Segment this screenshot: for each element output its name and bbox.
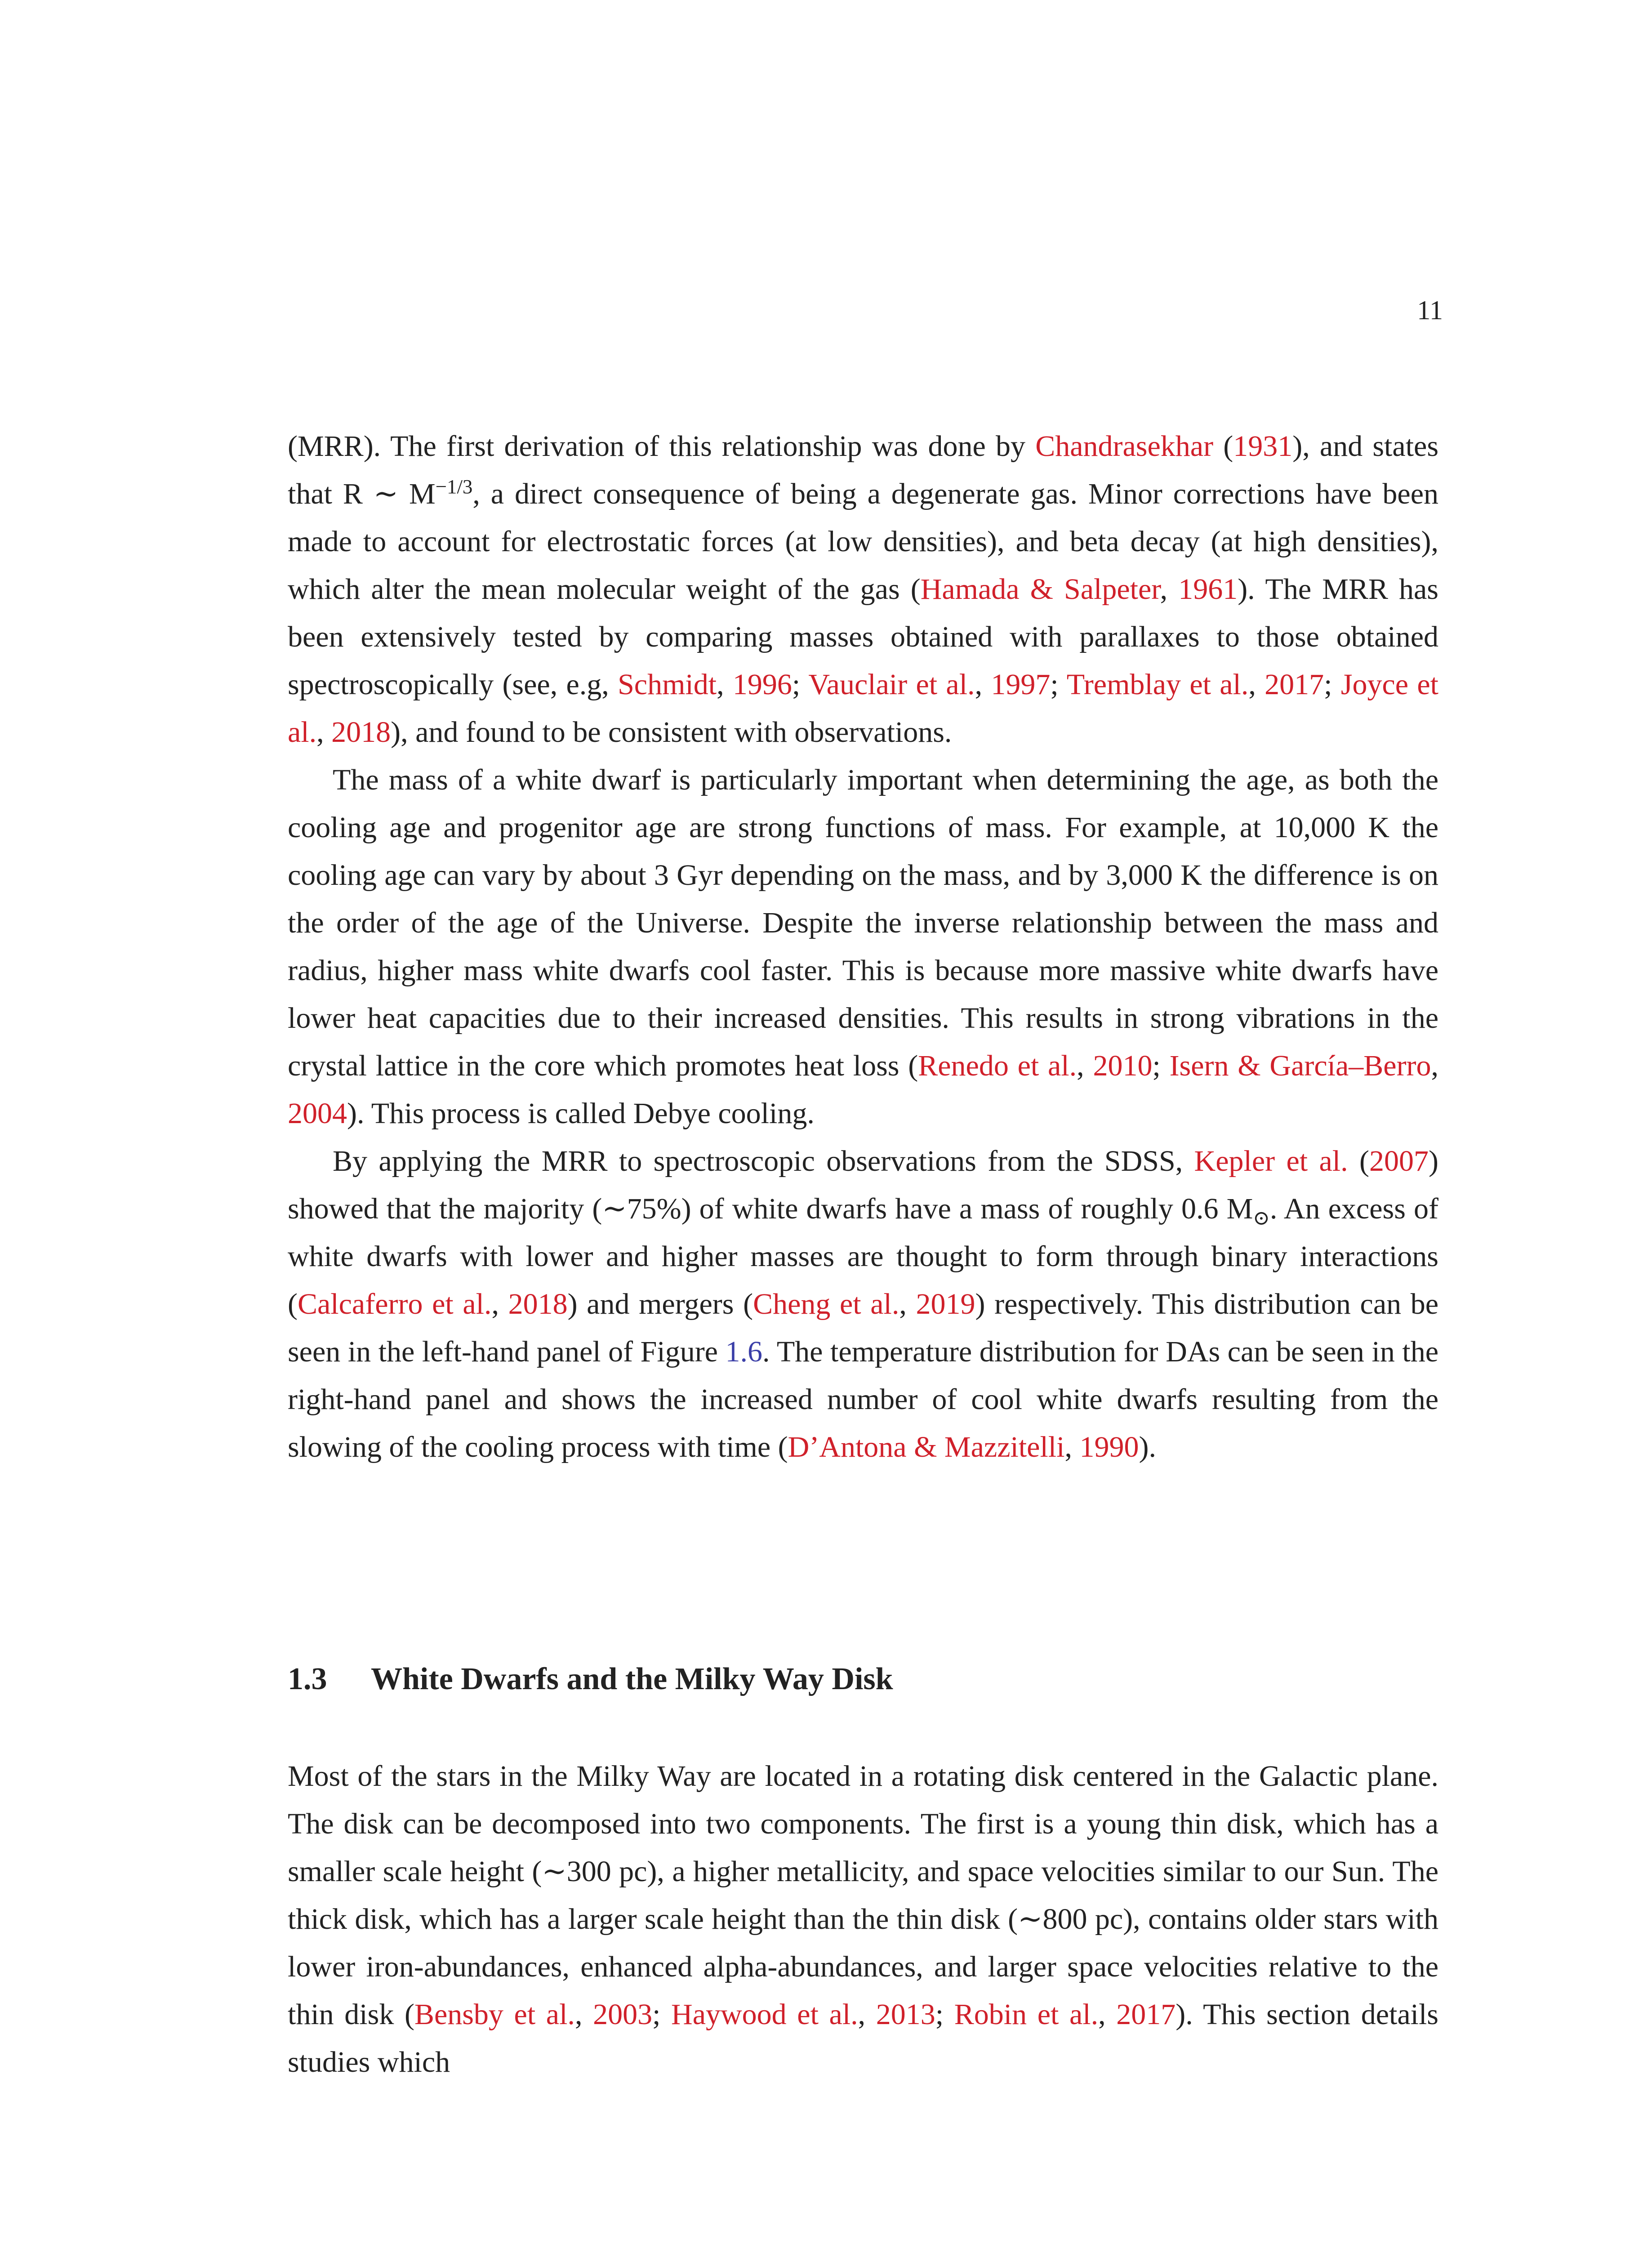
section-text-block [288,1753,1438,2086]
citation-link[interactable]: 1997 [991,668,1051,701]
text-run: ). The MRR has been extensively tested by comparing masses obtained with parallaxes to those obtained spectroscopically (see, e.g, [288,573,1438,701]
citation-link[interactable]: 2018 [508,1288,568,1320]
text-run: ( [1348,1145,1370,1178]
citation-link[interactable]: Hamada & Salpeter [920,573,1160,606]
citation-link[interactable]: Haywood et al. [671,1998,858,2031]
text-run: , [1248,668,1265,701]
text-run: . An excess of white dwarfs with lower and higher masses are thought to form through binary interactions ( [288,1192,1438,1320]
text-run: ; [935,1998,954,2031]
paragraph [288,1137,1438,1471]
paragraph [288,756,1438,1137]
text-run: , [574,1998,593,2031]
citation-link[interactable]: 2019 [916,1288,975,1320]
citation-link[interactable]: 2007 [1369,1145,1429,1178]
citation-link[interactable]: Isern & García–Berro [1169,1049,1431,1082]
figure-reference-link[interactable]: 1.6 [725,1335,763,1368]
text-run: , [717,668,733,701]
citation-link[interactable]: Calcaferro et al. [297,1288,492,1320]
text-run: ( [1213,430,1233,463]
section-number: 1.3 [288,1662,327,1696]
text-run: ) showed that the majority (∼75%) of white dwarfs have a mass of roughly 0.6 M [288,1145,1439,1225]
text-run: ; [652,1998,672,2031]
citation-link[interactable]: 2018 [331,716,391,749]
citation-link[interactable]: 2004 [288,1097,347,1130]
text-run: , [975,668,991,701]
citation-link[interactable]: 1996 [732,668,792,701]
citation-link[interactable]: D’Antona & Mazzitelli [788,1431,1065,1463]
text-run: ; [1152,1049,1170,1082]
paragraph [288,1753,1438,2086]
section-title: White Dwarfs and the Milky Way Disk [371,1662,893,1696]
citation-link[interactable]: Chandrasekhar [1035,430,1214,463]
text-run: , [1160,573,1179,606]
text-run: ). This process is called Debye cooling. [347,1097,815,1130]
citation-link[interactable]: 1961 [1178,573,1238,606]
citation-link[interactable]: Renedo et al. [918,1049,1077,1082]
paragraph [288,423,1438,756]
text-run: By applying the MRR to spectroscopic observations from the SDSS, [333,1145,1194,1178]
page-number: 11 [1417,295,1443,325]
text-run: ; [1050,668,1067,701]
text-run: ) and mergers ( [567,1288,753,1320]
citation-link[interactable]: Kepler et al. [1194,1145,1348,1178]
text-run: , [316,716,332,749]
subscript: ⊙ [1253,1207,1270,1230]
text-run: , [491,1288,508,1320]
section-heading [288,1664,893,1695]
citation-link[interactable]: 2010 [1093,1049,1153,1082]
text-run: ), and states that R ∼ M [288,430,1439,510]
superscript: −1/3 [435,475,473,498]
body-text-block [288,423,1438,1471]
citation-link[interactable]: 2003 [593,1998,653,2031]
text-run: The mass of a white dwarf is particularly important when determining the age, as both the cooling age and progenitor age are strong functions of mass. For example, at 10,000 K the cooling age can vary by about 3 Gyr depending on the mass, and by 3,000 K the difference is on the order of the age of the Universe. Despite the inverse relationship between the mass and radius, higher mass white dwarfs cool faster. This is because more massive white dwarfs have lower heat capacities due to their increased densities. This results in strong vibrations in the crystal lattice in the core which promotes heat loss ( [288,763,1438,1082]
citation-link[interactable]: Tremblay et al. [1066,668,1249,701]
citation-link[interactable]: Robin et al. [954,1998,1099,2031]
citation-link[interactable]: Vauclair et al. [808,668,975,701]
citation-link[interactable]: 1931 [1233,430,1293,463]
text-run: ) respectively. This distribution can be seen in the left-hand panel of Figure [288,1288,1439,1368]
text-run: ; [1324,668,1341,701]
text-run: , [858,1998,876,2031]
text-run: ), and found to be consistent with observations. [391,716,952,749]
citation-link[interactable]: 2017 [1116,1998,1176,2031]
text-run: ; [792,668,809,701]
text-run: , [899,1288,916,1320]
citation-link[interactable]: Cheng et al. [753,1288,899,1320]
citation-link[interactable]: Bensby et al. [414,1998,575,2031]
citation-link[interactable]: 2013 [876,1998,935,2031]
text-run: . The temperature distribution for DAs can be seen in the right-hand panel and shows the increased number of cool white dwarfs resulting from the slowing of the cooling process with time ( [288,1335,1438,1463]
text-run: ). This section details studies which [288,1998,1438,2079]
citation-link[interactable]: Schmidt [618,668,717,701]
text-run: , [1098,1998,1117,2031]
citation-link[interactable]: Joyce et al. [288,668,1439,749]
citation-link[interactable]: 2017 [1265,668,1324,701]
text-run: , [1431,1049,1439,1082]
text-run: , [1077,1049,1093,1082]
text-run: , [1064,1431,1080,1463]
citation-link[interactable]: 1990 [1079,1431,1139,1463]
text-run: Most of the stars in the Milky Way are located in a rotating disk centered in the Galactic plane. The disk can be decomposed into two components. The first is a young thin disk, which has a smaller scale height (∼300 pc), a higher metallicity, and space velocities similar to our Sun. The thick disk, which has a larger scale height than the thin disk (∼800 pc), contains older stars with lower iron-abundances, enhanced alpha-abundances, and larger space velocities relative to the thin disk ( [288,1760,1438,2031]
text-run: (MRR). The first derivation of this relationship was done by [288,430,1036,463]
text-run: , a direct consequence of being a degenerate gas. Minor corrections have been made to account for electrostatic forces (at low densities), and beta decay (at high densities), which alter the mean molecular weight of the gas ( [288,477,1438,606]
text-run: ). [1139,1431,1156,1463]
